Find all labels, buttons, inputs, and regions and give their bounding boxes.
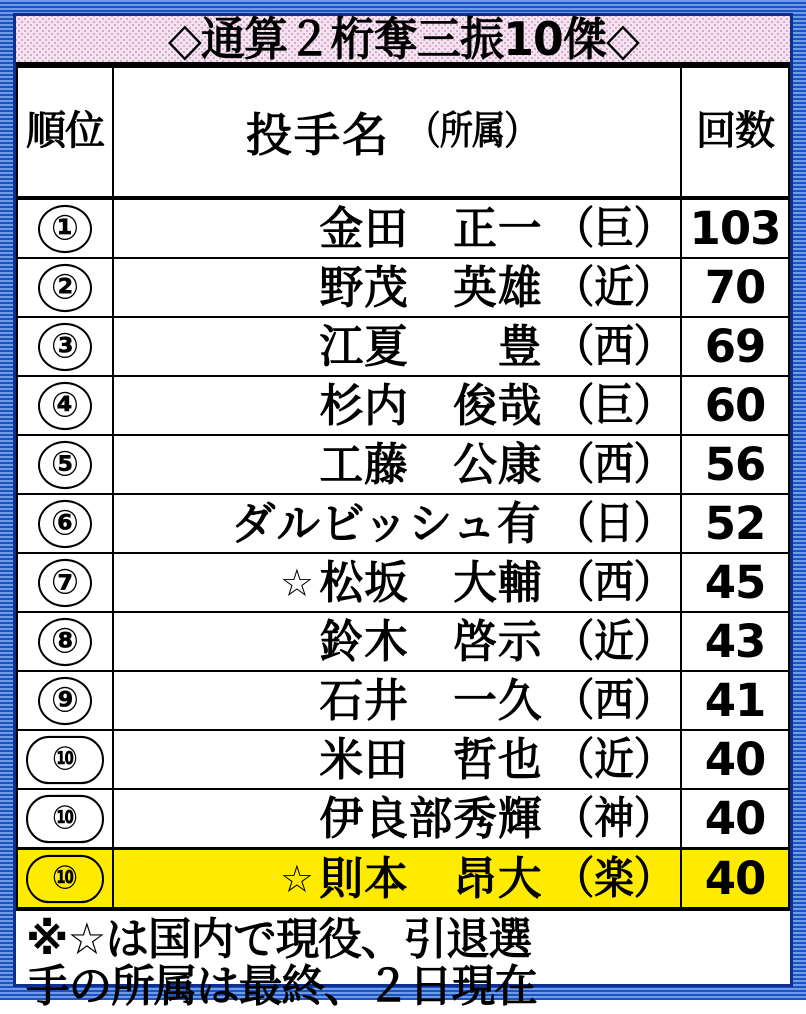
header-count-label: 回数	[696, 108, 774, 155]
table-row	[17, 730, 789, 789]
table-row	[17, 376, 789, 435]
title-band	[16, 12, 790, 66]
rank-badge: ⑨	[38, 676, 92, 724]
team-label: （巨）	[554, 202, 674, 254]
table-row-highlighted	[17, 849, 789, 910]
row-rank	[17, 789, 113, 849]
team-label: （日）	[554, 497, 674, 549]
row-name	[113, 376, 681, 435]
rank-badge: ⑧	[38, 617, 92, 665]
rank-badge: ⑩	[26, 735, 104, 783]
table-header-row	[17, 67, 789, 198]
table-row	[17, 435, 789, 494]
pitcher-name: 野茂 英雄	[319, 261, 543, 314]
poster-inner	[13, 12, 793, 1012]
pitcher-name: 金田 正一	[319, 202, 543, 255]
header-count	[681, 67, 789, 198]
team-label: （巨）	[554, 379, 674, 431]
row-name	[113, 317, 681, 376]
row-name	[113, 198, 681, 258]
row-name	[113, 789, 681, 849]
row-rank	[17, 494, 113, 553]
rank-badge: ⑩	[26, 854, 104, 902]
pitcher-name: 石井 一久	[319, 674, 543, 727]
rank-badge: ⑥	[38, 499, 92, 547]
ranking-table	[16, 66, 790, 911]
header-rank	[17, 67, 113, 198]
team-label: （近）	[554, 615, 674, 667]
table-row	[17, 494, 789, 553]
row-count: 40	[681, 730, 789, 789]
row-count: 41	[681, 671, 789, 730]
page-title: ◇通算２桁奪三振10傑◇	[167, 12, 639, 66]
row-rank	[17, 612, 113, 671]
row-rank	[17, 258, 113, 317]
row-name	[113, 258, 681, 317]
row-count: 45	[681, 553, 789, 612]
row-count: 60	[681, 376, 789, 435]
row-count: 56	[681, 435, 789, 494]
rank-badge: ①	[38, 204, 92, 252]
footnote-line-1: ※☆は国内で現役、引退選	[26, 914, 532, 965]
table-row	[17, 553, 789, 612]
footnote-line-2: 手の所属は最終、２日現在	[26, 960, 537, 1012]
row-rank	[17, 553, 113, 612]
header-name	[113, 67, 681, 198]
row-rank	[17, 317, 113, 376]
row-name	[113, 671, 681, 730]
team-label: （西）	[554, 556, 674, 608]
row-count: 40	[681, 789, 789, 849]
table-row	[17, 612, 789, 671]
pitcher-name: 工藤 公康	[319, 438, 543, 491]
team-label: （近）	[554, 733, 674, 785]
pitcher-name: 松坂 大輔	[319, 556, 543, 609]
row-name	[113, 730, 681, 789]
rank-badge: ⑤	[38, 440, 92, 488]
row-count: 52	[681, 494, 789, 553]
pitcher-name: ダルビッシュ有	[231, 497, 542, 550]
row-name	[113, 612, 681, 671]
rank-badge: ③	[38, 322, 92, 370]
header-rank-label: 順位	[26, 108, 104, 155]
row-rank	[17, 376, 113, 435]
pitcher-name: 鈴木 啓示	[319, 615, 543, 668]
rank-badge: ⑩	[26, 794, 104, 842]
row-name	[113, 494, 681, 553]
header-name-label: 投手名	[245, 108, 390, 162]
header-team-label: （所属）	[407, 109, 537, 155]
rank-badge: ②	[38, 263, 92, 311]
row-rank	[17, 435, 113, 494]
pitcher-name: 米田 哲也	[319, 733, 543, 786]
team-label: （楽）	[554, 852, 674, 904]
row-rank	[17, 198, 113, 258]
rank-badge: ⑦	[38, 558, 92, 606]
row-name	[113, 553, 681, 612]
row-count: 69	[681, 317, 789, 376]
row-rank	[17, 730, 113, 789]
row-name	[113, 435, 681, 494]
row-count: 43	[681, 612, 789, 671]
active-star-icon: ☆	[279, 560, 314, 605]
rank-badge: ④	[38, 381, 92, 429]
row-rank	[17, 849, 113, 910]
row-count: 70	[681, 258, 789, 317]
table-row	[17, 789, 789, 849]
table-row	[17, 258, 789, 317]
pitcher-name: 則本 昂大	[319, 852, 543, 905]
table-row	[17, 198, 789, 258]
team-label: （近）	[554, 261, 674, 313]
footnote	[16, 911, 790, 1014]
active-star-icon: ☆	[279, 856, 314, 901]
pitcher-name: 杉内 俊哉	[319, 379, 543, 432]
pitcher-name: 伊良部秀輝	[319, 792, 543, 845]
pitcher-name: 江夏 豊	[319, 320, 543, 373]
team-label: （西）	[554, 438, 674, 490]
table-row	[17, 317, 789, 376]
table-row	[17, 671, 789, 730]
row-count: 40	[681, 849, 789, 910]
team-label: （西）	[554, 320, 674, 372]
row-name	[113, 849, 681, 910]
row-count: 103	[681, 198, 789, 258]
team-label: （西）	[554, 674, 674, 726]
team-label: （神）	[554, 792, 674, 844]
row-rank	[17, 671, 113, 730]
